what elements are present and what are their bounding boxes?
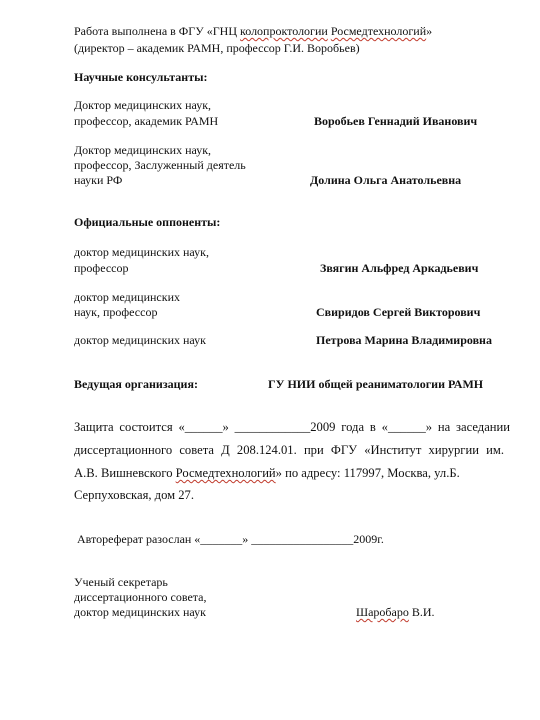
opponent-1-title-line-2: профессор <box>74 261 129 275</box>
consultant-1-name: Воробьев Геннадий Иванович <box>314 114 478 128</box>
opponent-3-title-line-1: доктор медицинских наук <box>74 333 206 347</box>
defense-line-1: Защита состоится «______» ____________2009 года в «______» на заседании <box>74 420 510 434</box>
defense-council-number: 208.124.01. при ФГУ «Институт хирургии им. <box>229 443 505 457</box>
defense-council-text: диссертационного совета <box>74 443 222 457</box>
opponent-2-title-line-2: наук, профессор <box>74 305 158 319</box>
defense-address: » по адресу: 117997, Москва, ул.Б. <box>275 466 460 480</box>
secretary-line-2: диссертационного совета, <box>74 590 207 604</box>
lead-org-label: Ведущая организация: <box>74 377 198 391</box>
defense-institute-name: А.В. Вишневского <box>74 466 176 480</box>
opponent-2-title-line-1 <box>74 290 180 304</box>
header-line-1 <box>74 24 432 38</box>
consultant-2-title-line-3: науки РФ <box>74 173 123 187</box>
lead-org-value: ГУ НИИ общей реаниматологии РАМН <box>268 377 484 391</box>
consultants-heading: Научные консультанты: <box>74 70 208 84</box>
header-text-1: Работа выполнена в ФГУ «ГНЦ <box>74 24 240 38</box>
secretary-name <box>356 605 435 619</box>
opponent-1-title-line-1: доктор медицинских наук, <box>74 245 209 259</box>
secretary-initials: В.И. <box>408 605 435 619</box>
mailing-line: Автореферат разослан «_______» _________________2009г. <box>77 532 384 546</box>
header-word-koloproktologii: колопроктологии <box>240 24 328 38</box>
opponent-2-title-text: доктор медицинских <box>74 290 180 304</box>
defense-line-2 <box>74 443 504 458</box>
defense-council-letter: Д <box>221 443 230 457</box>
header-word-rosmedtech: Росмедтехнологий <box>330 24 427 38</box>
defense-line-4: Серпуховская, дом 27. <box>74 488 194 502</box>
secretary-surname: Шаробаро <box>356 605 409 619</box>
secretary-line-1: Ученый секретарь <box>74 575 168 589</box>
consultant-1-title-line-1: Доктор медицинских наук, <box>74 98 212 112</box>
opponent-1-name: Звягин Альфред Аркадьевич <box>320 261 479 275</box>
opponent-3-name: Петрова Марина Владимировна <box>316 333 492 347</box>
consultant-1-title-line-2: профессор, академик РАМН <box>74 114 219 128</box>
consultant-2-title-line-2: профессор, Заслуженный деятель <box>74 158 246 172</box>
defense-word-rosmedtech: Росмедтехнологий <box>175 466 276 480</box>
header-quote: » <box>426 24 433 38</box>
opponents-heading: Официальные оппоненты: <box>74 215 221 229</box>
secretary-line-3: доктор медицинских наук <box>74 605 206 619</box>
opponent-2-name: Свиридов Сергей Викторович <box>316 305 481 319</box>
defense-line-3 <box>74 466 460 481</box>
consultant-2-name: Долина Ольга Анатольевна <box>310 173 462 187</box>
header-line-2: (директор – академик РАМН, профессор Г.И. Воробьев) <box>74 41 360 55</box>
consultant-2-title-line-1: Доктор медицинских наук, <box>74 143 212 157</box>
